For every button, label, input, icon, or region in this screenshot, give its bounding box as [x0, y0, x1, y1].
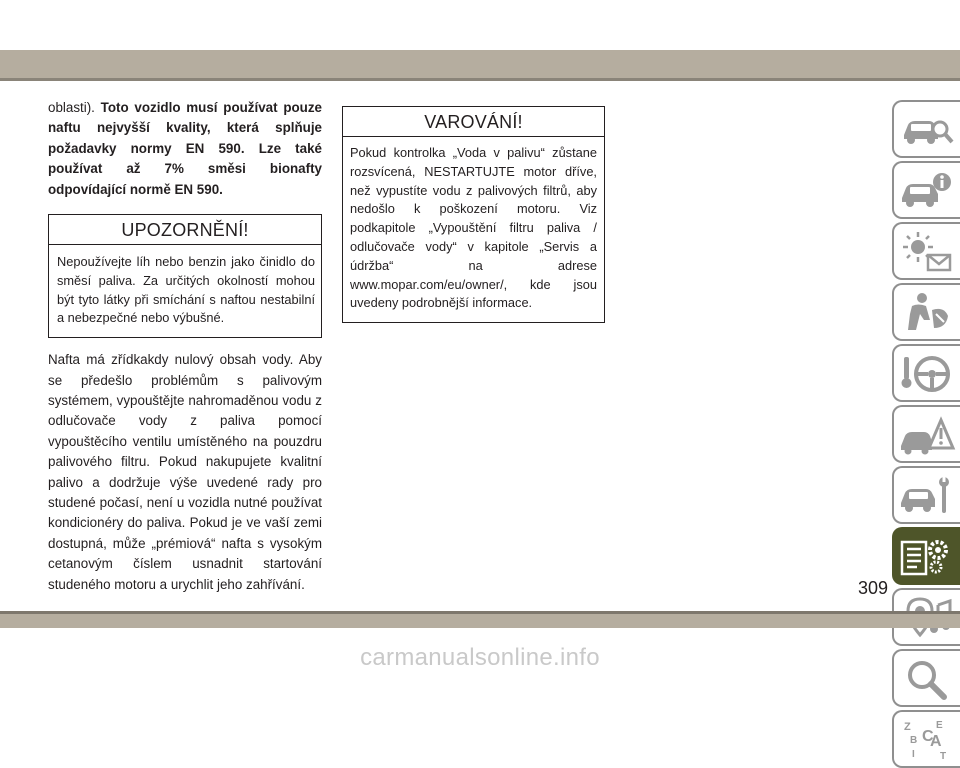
tab-alphabet-index[interactable] [892, 710, 960, 768]
notice-title: UPOZORNĚNÍ! [49, 215, 321, 245]
warning-box [342, 106, 605, 323]
tab-car-info[interactable] [892, 161, 960, 219]
body-paragraph: Nafta má zřídkakdy nulový obsah vody. Aby se předešlo problémům s palivovým systémem, vypouštějte nahromaděnou vodu z odlučovače vody z paliva pomocí vypouštěcího ventilu umístěného na pouzdru palivového filtru. Pokud nakupujete kvalitní palivo a dodržuje výše uvedené rady pro studené počasí, není u vozidla nutné používat kondicionéry do paliva. Pokud je ve vaší zemi dostupná, může „prémiová“ nafta s vysokým cetanovým číslem usnadnit startování studeného motoru a urychlit jeho zahřívání. [48, 352, 322, 592]
watermark: carmanualsonline.info [360, 644, 600, 671]
header-rule [0, 78, 960, 81]
tab-warning-lights[interactable] [892, 222, 960, 280]
header-band [0, 50, 960, 80]
index-letter: A [930, 733, 942, 750]
tab-seat-airbag[interactable] [892, 283, 960, 341]
index-letter: T [940, 751, 947, 762]
tab-specifications[interactable] [892, 527, 960, 585]
car-info-icon [898, 168, 954, 214]
intro-bold-text: Toto vozidlo musí používat pouze naftu nejvyšší kvality, která splňuje požadavky normy EN 590. Lze také používat až 7% směsi bionafty odpovídající normě EN 590. [48, 100, 323, 197]
steering-wheel-key-icon [898, 351, 954, 397]
seat-airbag-icon [898, 290, 954, 336]
tab-warning-triangle[interactable] [892, 405, 960, 463]
notice-box [48, 214, 322, 338]
index-letter: I [912, 749, 915, 760]
car-magnifier-icon [898, 107, 954, 153]
left-column [48, 98, 322, 595]
index-letter: B [910, 735, 918, 746]
tab-car-magnifier[interactable] [892, 100, 960, 158]
page-number: 309 [858, 578, 889, 598]
right-column [342, 106, 605, 323]
warning-triangle-car-icon [898, 412, 954, 458]
alphabet-index-icon [898, 717, 954, 763]
index-letter: E [936, 720, 943, 731]
intro-paragraph [48, 98, 322, 200]
warning-title: VAROVÁNÍ! [343, 107, 604, 137]
footer-rule [0, 611, 960, 614]
index-letter: C [922, 728, 934, 745]
index-letter: Z [904, 721, 911, 733]
warning-lights-mail-icon [898, 229, 954, 275]
tab-steering-wheel[interactable] [892, 344, 960, 402]
car-wrench-icon [898, 473, 954, 519]
tab-car-wrench[interactable] [892, 466, 960, 524]
warning-text: Pokud kontrolka „Voda v palivu“ zůstane rozsvícená, NESTARTUJTE motor dříve, než vypustíte vodu z palivových filtrů, aby nedošlo k poškození motoru. Viz podkapitole „Vypouštění filtru paliva / odlučovače vody“ v kapitole „Servis a údržba“ na adrese www.mopar.com/eu/owner/, kde jsou uvedeny podrobnější informace. [350, 145, 597, 311]
notice-text: Nepoužívejte líh nebo benzin jako činidlo do směsí paliva. Za určitých okolností mohou být tyto látky při smíchání s naftou nestabilní a nebezpečné nebo výbušné. [57, 254, 315, 326]
intro-plain-text: oblasti). [48, 100, 101, 115]
specifications-gear-icon [898, 534, 954, 580]
